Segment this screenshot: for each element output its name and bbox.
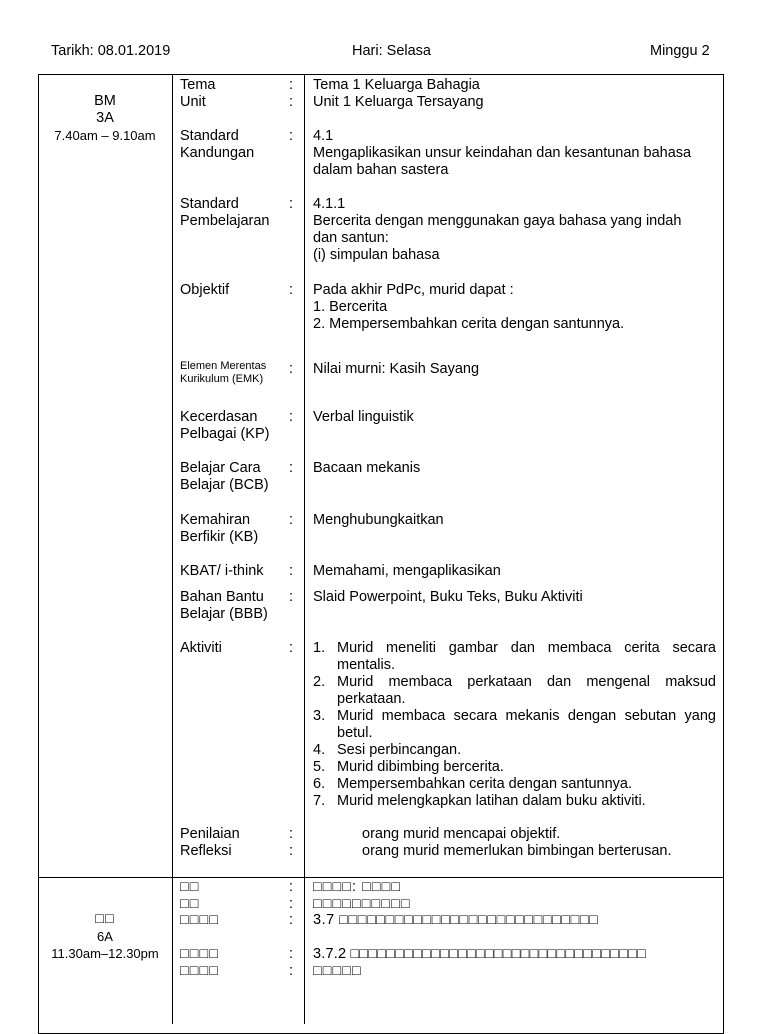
lesson2-row3-label: □□□□ — [180, 912, 220, 928]
item-text: Murid membaca secara mekanis dengan sebutan yang betul. — [337, 708, 716, 741]
colon: : — [289, 879, 294, 895]
unit-value: Unit 1 Keluarga Tersayang — [313, 94, 484, 110]
colon: : — [289, 460, 294, 476]
colon: : — [289, 963, 294, 979]
lesson-divider — [38, 877, 724, 878]
lesson2-row1-label: □□ — [180, 879, 200, 895]
item-number: 7. — [313, 793, 326, 809]
lesson2-row4-label: □□□□ — [180, 946, 220, 962]
objektif-label: Objektif — [180, 282, 230, 298]
item-text: Murid meneliti gambar dan membaca cerita secara mentalis. — [337, 640, 716, 673]
bcb-value: Bacaan mekanis — [313, 460, 421, 476]
sk-label-1: Standard — [180, 128, 239, 144]
objektif-value-2: 1. Bercerita — [313, 299, 388, 315]
week-label: Minggu 2 — [650, 43, 710, 59]
list-item — [313, 708, 716, 742]
list-item — [313, 640, 716, 674]
lesson1-time: 7.40am – 9.10am — [54, 128, 156, 143]
colon: : — [289, 409, 294, 425]
lesson2-time: 11.30am–12.30pm — [51, 946, 159, 961]
refleksi-value: orang murid memerlukan bimbingan berterusan. — [362, 843, 672, 859]
day-label: Hari: Selasa — [352, 43, 431, 59]
colon: : — [289, 563, 294, 579]
tema-label: Tema — [180, 77, 216, 93]
kp-value: Verbal linguistik — [313, 409, 414, 425]
emk-label-1: Elemen Merentas — [180, 360, 267, 372]
colon: : — [289, 826, 294, 842]
item-number: 4. — [313, 742, 326, 758]
lesson1-subject: BM — [94, 93, 116, 109]
colon: : — [289, 128, 294, 144]
colon: : — [289, 77, 294, 93]
date-label: Tarikh: 08.01.2019 — [51, 43, 171, 59]
column-divider-2 — [304, 74, 305, 1024]
kb-value: Menghubungkaitkan — [313, 512, 444, 528]
item-number: 2. — [313, 674, 326, 690]
kbat-label: KBAT/ i-think — [180, 563, 264, 579]
list-item — [313, 742, 716, 759]
colon: : — [289, 912, 294, 928]
lesson2-row2-label: □□ — [180, 896, 200, 912]
lesson2-subject: □□ — [95, 911, 115, 927]
bcb-label-1: Belajar Cara — [180, 460, 261, 476]
sp-label-1: Standard — [180, 196, 239, 212]
emk-value: Nilai murni: Kasih Sayang — [313, 361, 480, 377]
lesson2-row1-value: □□□□: □□□□ — [313, 879, 402, 895]
sk-label-2: Kandungan — [180, 145, 255, 161]
colon: : — [289, 946, 294, 962]
item-text: Mempersembahkan cerita dengan santunnya. — [337, 776, 633, 792]
colon: : — [289, 896, 294, 912]
colon: : — [289, 361, 294, 377]
unit-label: Unit — [180, 94, 206, 110]
lesson2-row2-value: □□□□□□□□□□ — [313, 896, 411, 912]
colon: : — [289, 589, 294, 605]
objektif-value-1: Pada akhir PdPc, murid dapat : — [313, 282, 514, 298]
item-number: 5. — [313, 759, 326, 775]
aktiviti-label: Aktiviti — [180, 640, 222, 656]
sp-value-1: 4.1.1 — [313, 196, 346, 212]
objektif-value-3: 2. Mempersembahkan cerita dengan santunnya. — [313, 316, 625, 332]
tema-value: Tema 1 Keluarga Bahagia — [313, 77, 480, 93]
lesson2-row5-label: □□□□ — [180, 963, 220, 979]
item-text: Murid dibimbing bercerita. — [337, 759, 504, 775]
bbb-value: Slaid Powerpoint, Buku Teks, Buku Aktiviti — [313, 589, 583, 605]
list-item — [313, 776, 716, 793]
sk-value-3: dalam bahan sastera — [313, 162, 449, 178]
sp-value-4: (i) simpulan bahasa — [313, 247, 440, 263]
bbb-label-1: Bahan Bantu — [180, 589, 264, 605]
sp-label-2: Pembelajaran — [180, 213, 270, 229]
item-text: Murid melengkapkan latihan dalam buku aktiviti. — [337, 793, 646, 809]
lesson2-row5-value: □□□□□ — [313, 963, 362, 979]
item-text: Sesi perbincangan. — [337, 742, 462, 758]
sp-value-3: dan santun: — [313, 230, 389, 246]
lesson1-class: 3A — [96, 110, 114, 126]
bcb-label-2: Belajar (BCB) — [180, 477, 269, 493]
kp-label-1: Kecerdasan — [180, 409, 258, 425]
colon: : — [289, 512, 294, 528]
refleksi-label: Refleksi — [180, 843, 232, 859]
list-item — [313, 759, 716, 776]
sk-value-2: Mengaplikasikan unsur keindahan dan kesantunan bahasa — [313, 145, 692, 161]
item-number: 3. — [313, 708, 326, 724]
kb-label-2: Berfikir (KB) — [180, 529, 259, 545]
colon: : — [289, 843, 294, 859]
colon: : — [289, 94, 294, 110]
penilaian-value: orang murid mencapai objektif. — [362, 826, 561, 842]
kp-label-2: Pelbagai (KP) — [180, 426, 270, 442]
list-item — [313, 793, 716, 810]
colon: : — [289, 196, 294, 212]
item-number: 6. — [313, 776, 326, 792]
penilaian-label: Penilaian — [180, 826, 240, 842]
lesson2-row4-value: 3.7.2 □□□□□□□□□□□□□□□□□□□□□□□□□□□□□□□□□ — [313, 946, 647, 962]
activities-list — [313, 640, 716, 810]
emk-label-2: Kurikulum (EMK) — [180, 373, 264, 385]
kb-label-1: Kemahiran — [180, 512, 251, 528]
list-item — [313, 674, 716, 708]
colon: : — [289, 640, 294, 656]
kbat-value: Memahami, mengaplikasikan — [313, 563, 501, 579]
lesson2-class: 6A — [97, 929, 113, 944]
sp-value-2: Bercerita dengan menggunakan gaya bahasa yang indah — [313, 213, 682, 229]
column-divider-1 — [172, 74, 173, 1024]
item-text: Murid membaca perkataan dan mengenal maksud perkataan. — [337, 674, 716, 707]
item-number: 1. — [313, 640, 326, 656]
bbb-label-2: Belajar (BBB) — [180, 606, 268, 622]
colon: : — [289, 282, 294, 298]
sk-value-1: 4.1 — [313, 128, 334, 144]
lesson2-row3-value: 3.7 □□□□□□□□□□□□□□□□□□□□□□□□□□□□ — [313, 912, 599, 928]
